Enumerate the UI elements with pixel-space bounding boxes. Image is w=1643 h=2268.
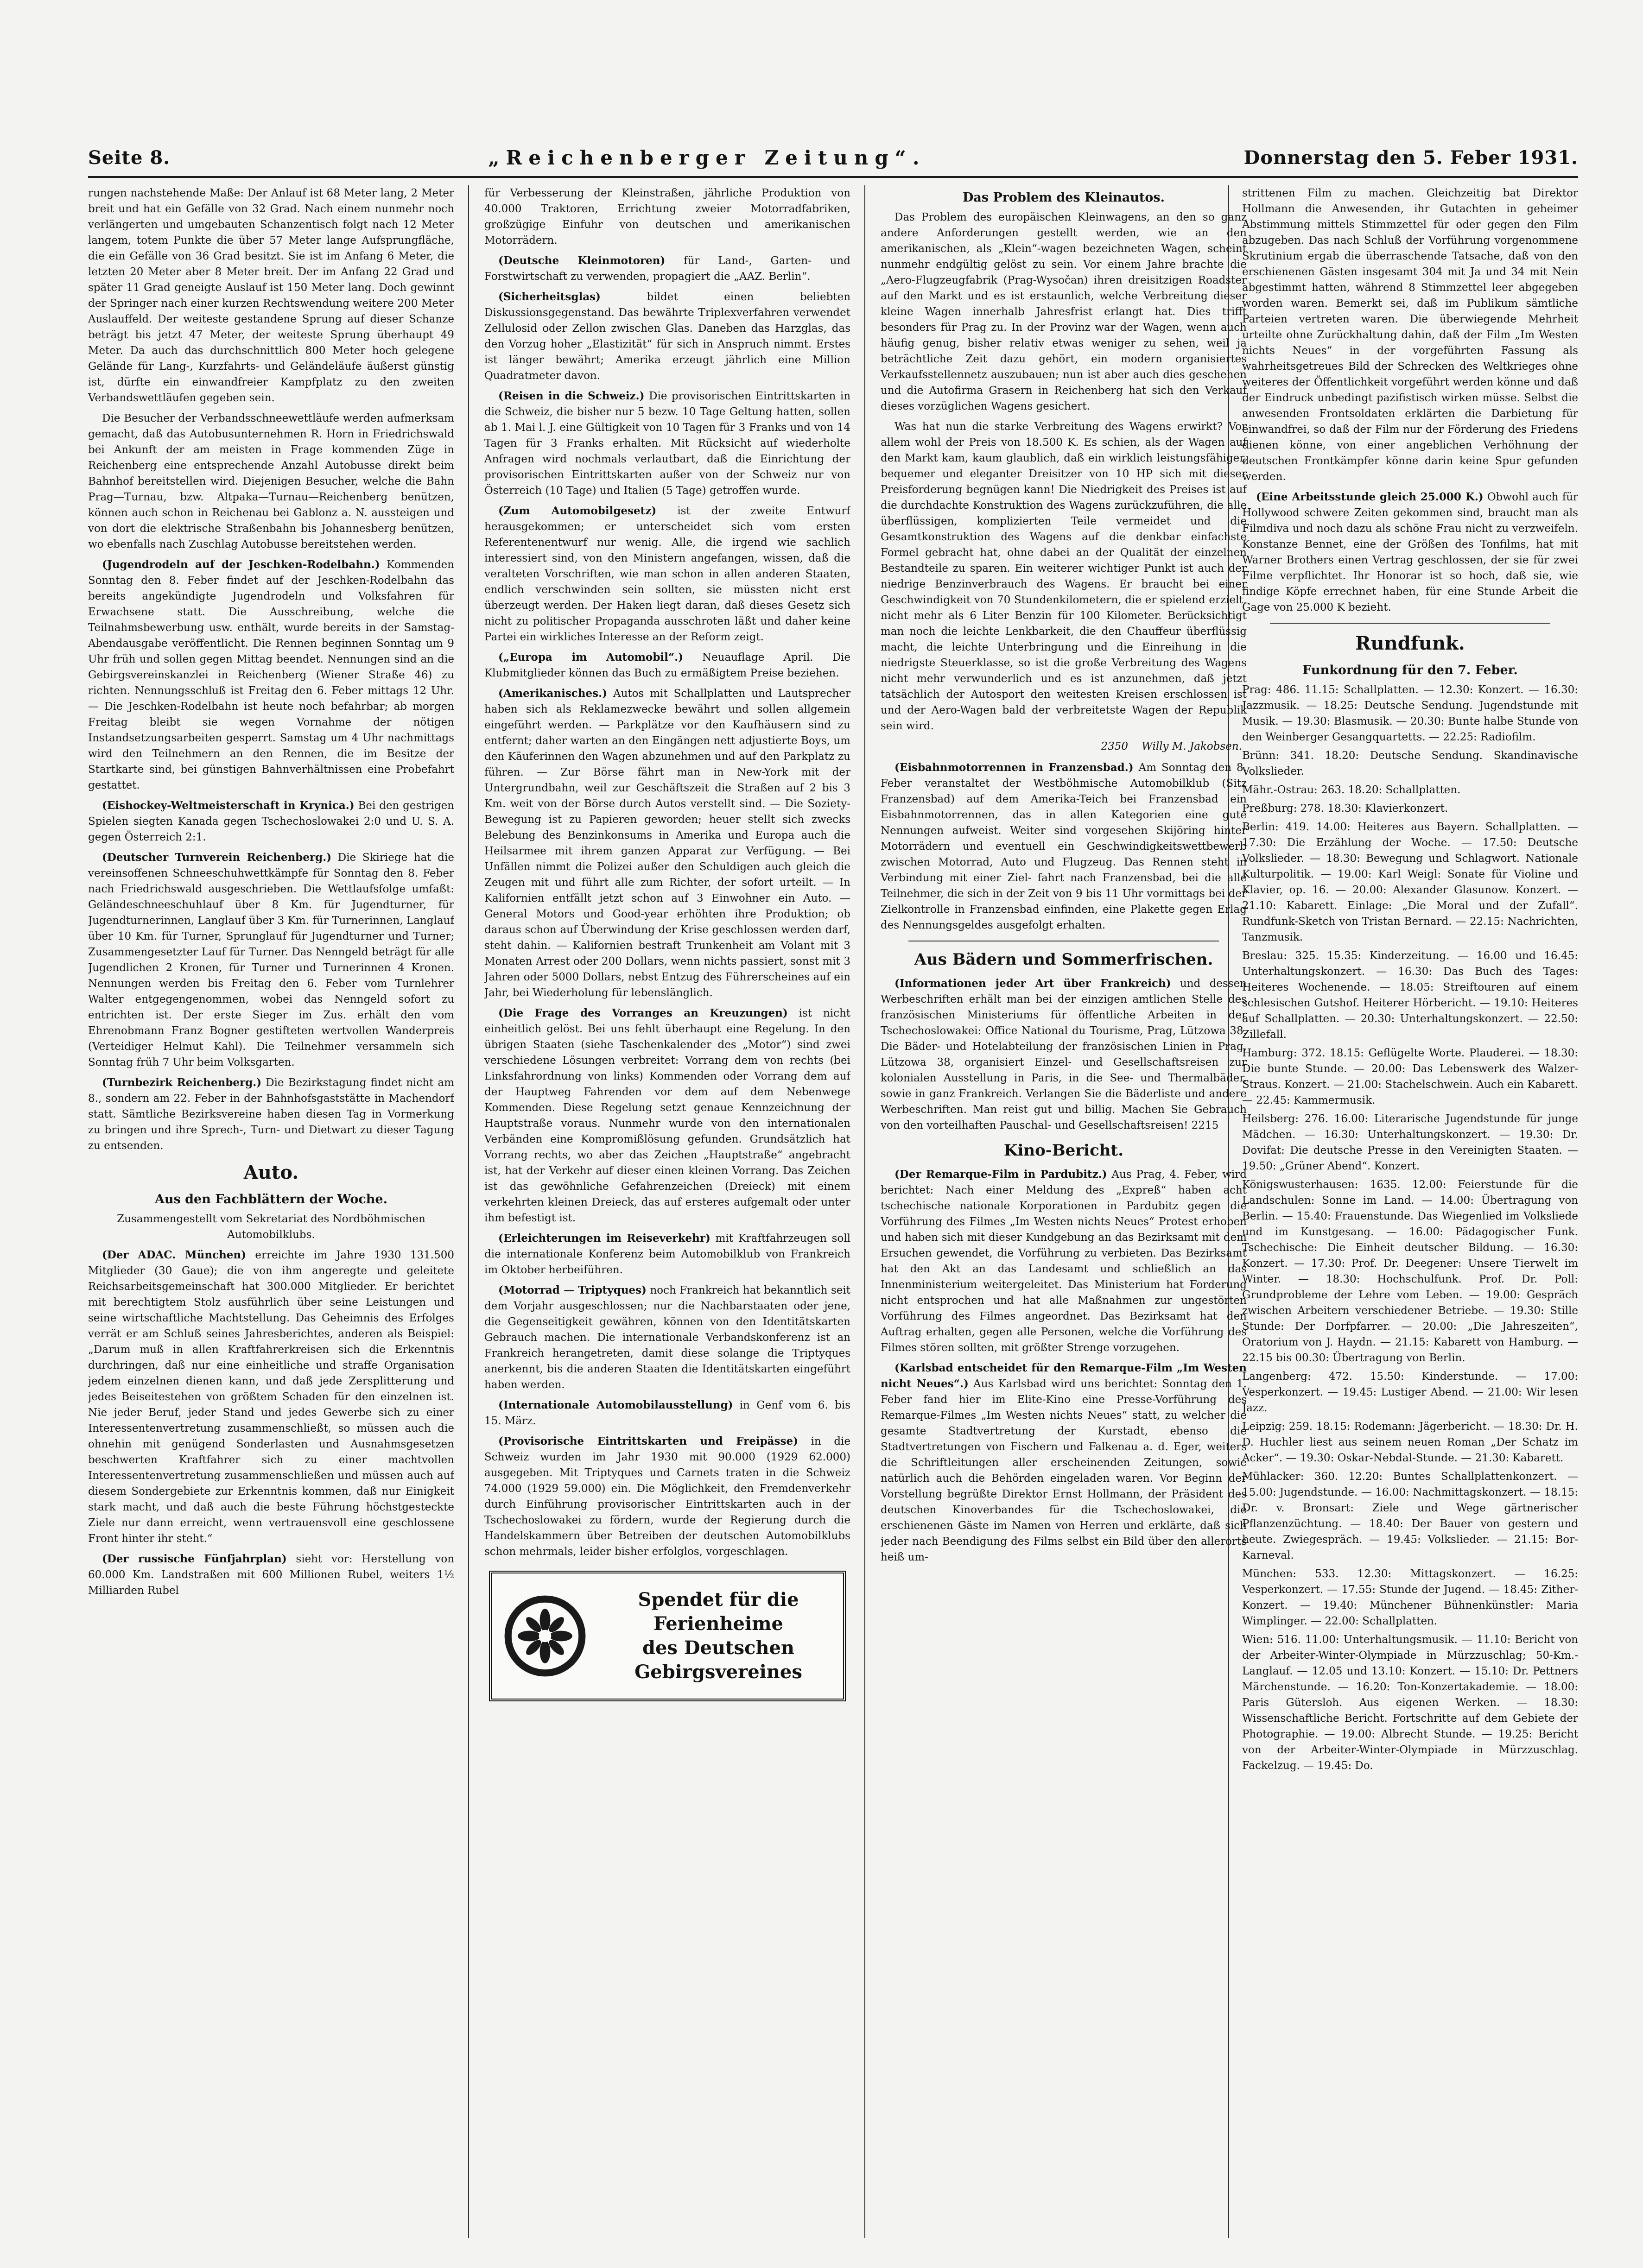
article-body: für Land-, Garten- und Forstwirtschaft zu verwenden, propagiert die „AAZ. Berlin“.: [484, 255, 850, 283]
radio-station-entry: Breslau: 325. 15.35: Kinderzeitung. — 16.00 und 16.45: Unterhaltungskonzert. — 16.30: Das Buch des Tages: Heiteres Wochenende. — 18.05: Streiftouren auf einem schlesischen Gutshof. Heiterer Hörbericht. — 19.10: Heiteres auf Schallplatten. — 20.30: Unterhaltungskonzert. — 22.50: Zillefall.: [1242, 950, 1578, 1041]
article-body: Die Skiriege hat die vereinsoffenen Schneeschuhwettkämpfe für Sonntag den 8. Feber nach Friedrichswald ausgeschrieben. Die Wettlaufsfolge umfaßt: Geländeschneeschuhlauf über 8 Km. für Jugendturner, für Jugendturnerinnen, Langlauf über 3 Km. für Turnerinnen, Langlauf über 10 Km. für Turner, Sprunglauf für Jugendturner und Turner; Zusammengesetzter Lauf für Turner. Das Nenngeld beträgt für alle Jugendlichen 2 Kronen, für Turner und Turnerinnen 4 Kronen. Nennungen werden bis Freitag den 6. Feber vom Turnlehrer Walter entgegengenommen, wobei das Nenngeld sofort zu entrichten ist. Der erste Sieger im Zus. erhält den vom Ehrenobmann Franz Bogner gestifteten wertvollen Wanderpreis (Verteidiger Helmut Kahl). Die Teilnehmer versammeln sich Sonntag früh 7 Uhr beim Volksgarten.: [88, 852, 454, 1068]
advertisement-text: [603, 1588, 834, 1684]
subsection-title: Aus den Fachblättern der Woche.: [155, 1192, 387, 1207]
radio-station-entry: Wien: 516. 11.00: Unterhaltungsmusik. — 11.10: Bericht von der Arbeiter-Winter-Olympiade in Mürzzuschlag; 50-Km.-Langlauf. — 12.05 und 13.10: Konzert. — 15.10: Dr. Pettners Märchenstunde. — 16.20: Ton-Konzertakademie. — 18.00: Paris Gütersloh. Aus eigenen Werken. — 18.30: Wissenschaftliche Bericht. Fortschritte auf dem Gebiete der Photographie. — 19.00: Albrecht Stunde. — 19.25: Bericht von der Arbeiter-Winter-Olympiade in Mürzzuschlag. Fackelzug. — 19.45: Do.: [1242, 1634, 1578, 1772]
article-lead: (Karlsbad entscheidet für den Remarque-Film „Im Westen nicht Neues“.): [881, 1362, 1247, 1390]
article-body: mit Kraftfahrzeugen soll die internationale Konferenz beim Automobilklub von Frankreich im Oktober herbeiführen.: [484, 1232, 850, 1276]
article-lead: (Der russische Fünfjahrplan): [102, 1553, 287, 1565]
article-body: bildet einen beliebten Diskussionsgegenstand. Das bewährte Triplexverfahren verwendet Zellulosid oder Zellon zwischen Glas. Daneben das Harzglas, das den Vorzug hoher „Elastizität“ für sich in Anspruch nimmt. Erstes ist länger bewährt; Amerika erzeugt jährlich eine Million Quadratmeter davon.: [484, 291, 850, 382]
article-lead: („Europa im Automobil“.): [498, 651, 684, 663]
article-lead: (Deutscher Turnverein Reichenberg.): [102, 851, 332, 864]
article-body: Kommenden Sonntag den 8. Feber findet auf der Jeschken-Rodelbahn das bereits angekündigte Jugendrodeln und Volksfahren für Erwachsene statt. Die Ausschreibung, welche die Teilnahmsbewerbung usw. enthält, wurde bereits in der Samstag-Abendausgabe veröffentlicht. Die Rennen beginnen Sonntag um 9 Uhr früh und sollen gegen Mittag beendet. Nennungen sind an die Gebirgsvereinskanzlei in Reichenberg (Wiener Straße 46) zu richten. Nennungsschluß ist Freitag den 6. Feber mittags 12 Uhr. — Die Jeschken-Rodelbahn ist heute noch befahrbar; ab morgen Freitag bleibt sie wegen Vornahme der nötigen Instandsetzungsarbeiten gesperrt. Samstag um 4 Uhr nachmittags wird den Teilnehmern an den Rennen, die im Besitze der Startkarte sind, bei günstigen Bahnverhältnissen eine Probefahrt gestattet.: [88, 559, 454, 791]
article-body: Aus Karlsbad wird uns berichtet: Sonntag den 1. Feber fand hier im Elite-Kino eine Presse-Vorführung des Remarque-Filmes „Im Westen nichts Neues“ statt, zu welcher die gesamte Stadtvertretung der Kurstadt, ebenso die Stadtvertretungen von Fischern und Falkenau a. d. Eger, weiters die Schriftleitungen aller erscheinenden Zeitungen, sowie natürlich auch die Behörden eingeladen waren. Vor Beginn der Vorstellung begrüßte Direktor Ernst Hollmann, der Präsident des deutschen Kinoverbandes für die Tschechoslowakei, die erschienenen Gäste im Namen von Herren und erklärte, daß sich jeder nach Beendigung des Films selbst ein Bild über den allerorts heiß um-: [881, 1378, 1247, 1563]
radio-schedule-title: Funkordnung für den 7. Feber.: [1302, 663, 1518, 677]
column-3: [881, 185, 1247, 2238]
ad-line: des Deutschen: [642, 1637, 795, 1659]
article-lead: (Eisbahnmotorrennen in Franzensbad.): [894, 761, 1134, 774]
section-title-baeder: Aus Bädern und Sommerfrischen.: [914, 950, 1213, 969]
article-lead: (Sicherheitsglas): [498, 291, 601, 303]
article-body: sieht vor: Herstellung von 60.000 Km. Landstraßen mit 600 Millionen Rubel, weiters 1½ Milliarden Rubel: [88, 1553, 454, 1597]
article-body: noch Frankreich hat bekanntlich seit dem Vorjahr ausgeschlossen; nur die Nachbarstaaten oder jene, die Gegenseitigkeit gewähren, können von den Identitätskarten Gebrauch machen. Die internationale Verbandskonferenz ist an Frankreich herangetreten, damit diese solange die Triptyques anerkennt, bis die anderen Staaten die Identitätskarten eingeführt haben werden.: [484, 1284, 850, 1391]
article-signature: [881, 739, 1242, 754]
article-body: Bei den gestrigen Spielen siegten Kanada gegen Tschechoslowakei 2:0 und U. S. A. gegen Österreich 2:1.: [88, 800, 454, 843]
article-lead: (Eine Arbeitsstunde gleich 25.000 K.): [1256, 491, 1484, 503]
article-title: Das Problem des Kleinautos.: [963, 190, 1165, 205]
article-paragraph: rungen nachstehende Maße: Der Anlauf ist 68 Meter lang, 2 Meter breit und hat ein Gefälle von 32 Grad. Nach einem nunmehr noch verlängerten und umgebauten Schanzentisch folgt nach 12 Meter langem, totem Punkte die über 57 Meter lange Aufsprungfläche, die ein Gefälle von 36 Grad besitzt. Sie ist im Anfang 6 Meter, die letzten 20 Meter aber 8 Meter breit. Der im Anfang 22 Grad und später 11 Grad geneigte Auslauf ist 150 Meter lang. Doch gewinnt der Springer nach einer kurzen Rechtswendung weitere 200 Meter Auslauffeld. Der weiteste gestandene Sprung auf dieser Schanze beträgt bis jetzt 47 Meter, der weiteste Sprung überhaupt 49 Meter. Da auch das durchschnittlich 800 Meter hoch gelegene Gelände für Lang-, Kurzfahrts- und Geländeläufe äußerst günstig ist, dürfte ein einwandfreier Kampfplatz zu den zweiten Verbandswettläufen gegeben sein.: [88, 187, 454, 404]
radio-station-entry: Königswusterhausen: 1635. 12.00: Feierstunde für die Landschulen: Sonne im Land. — 14.00: Übertragung von Berlin. — 15.40: Frauenstunde. Das Wiegenlied im Volksliede und im Kunstgesang. — 16.00: Pädagogischer Funk. Tschechische: Die Einheit deutscher Bildung. — 16.30: Konzert. — 17.30: Prof. Dr. Deegener: Unsere Tierwelt im Winter. — 18.30: Hochschulfunk. Prof. Dr. Poll: Grundprobleme der Lehre vom Leben. — 19.00: Gespräch zwischen Arbeitern verschiedener Betriebe. — 19.30: Stille Stunde: Der Dorfpfarrer. — 20.00: „Die Jahreszeiten“, Oratorium von J. Haydn. — 21.15: Kabarett von Hamburg. — 22.15 bis 00.30: Übertragung von Berlin.: [1242, 1179, 1578, 1364]
column-divider: [468, 185, 469, 2238]
ad-line: Ferienheime: [653, 1613, 783, 1635]
article-lead: (Die Frage des Vorranges an Kreuzungen): [498, 1007, 788, 1019]
radio-station-entry: Brünn: 341. 18.20: Deutsche Sendung. Skandinavische Volkslieder.: [1242, 750, 1578, 777]
radio-schedule: [1242, 682, 1578, 1774]
separator: [1270, 623, 1550, 624]
column-1: [88, 185, 454, 2238]
page-header: [88, 139, 1578, 178]
page-number: Seite 8.: [88, 146, 171, 169]
article-paragraph: Das Problem des europäischen Kleinwagens, an den so ganz andere Anforderungen gestellt werden, wie an den amerikanischen, als „Klein“-wagen bezeichneten Wagen, scheint nunmehr endgültig gelöst zu sein. Vor einem Jahre brachte die „Aero-Flugzeugfabrik (Prag-Wysočan) ihren dreisitzigen Roadster auf den Markt und es ist erstaunlich, welche Verbreitung dieser kleine Wagen innerhalb Jahresfrist erlangt hat. Dies trifft besonders für Prag zu. In der Provinz war der Wagen, wenn auch häufig genug, bisher relativ etwas weniger zu sehen, weil ja beträchtliche Zeit dazu gehört, ein modern organisiertes Verkaufsstellennetz auszubauen; nun ist aber auch dies geschehen und die Autofirma Grasern in Reichenberg hat sich den Verkauf dieses vorzüglichen Wagens gesichert.: [881, 211, 1247, 412]
radio-station-entry: Heilsberg: 276. 16.00: Literarische Jugendstunde für junge Mädchen. — 16.30: Unterhaltungskonzert. — 19.30: Dr. Dovifat: Die deutsche Presse in den Vereinigten Staaten. — 19.50: „Grüner Abend“. Konzert.: [1242, 1113, 1578, 1172]
ad-code: 2350: [1101, 740, 1128, 752]
article-paragraph: strittenen Film zu machen. Gleichzeitig bat Direktor Hollmann die Anwesenden, ihr Gutachten in geheimer Abstimmung mittels Stimmzettel für oder gegen den Film abzugeben. Das nach Schluß der Vorführung vorgenommene Skrutinium ergab die überraschende Tatsache, daß von den erschienenen Gästen insgesamt 304 mit Ja und 34 mit Nein abgestimmt hatten, während 8 Stimmzettel leer abgegeben worden waren. Bemerkt sei, daß im Publikum sämtliche Parteien vertreten waren. Die überwiegende Mehrheit urteilte ohne Zurückhaltung dahin, daß der Film „Im Westen nichts Neues“ in der vorgeführten Fassung als wahrheitsgetreues Bild der Schrecken des Weltkrieges ohne weiteres der Öffentlichkeit vorgeführt werden könne und daß der Eindruck unbedingt pazifistisch wirken müsse. Selbst die anwesenden Frontsoldaten erklärten die Darbietung für einwandfrei, so daß der Film nur der Förderung des Friedens dienen könne, von einer angeblichen Verhöhnung der deutschen Frontkämpfer könne darin keine Spur gefunden werden.: [1242, 187, 1578, 483]
article-paragraph: für Verbesserung der Kleinstraßen, jährliche Produktion von 40.000 Traktoren, Errichtung zweier Motorradfabriken, großzügige Einfuhr von deutschen und amerikanischen Motorrädern.: [484, 187, 850, 246]
section-title-kino: Kino-Bericht.: [1003, 1141, 1124, 1160]
radio-station-entry: Prag: 486. 11.15: Schallplatten. — 12.30: Konzert. — 16.30: Jazzmusik. — 18.25: Deutsche Sendung. Jugendstunde mit Musik. — 19.30: Blasmusik. — 20.30: Bunte halbe Stunde von den Weinberger Gesangquartetts. — 22.25: Radiofilm.: [1242, 684, 1578, 743]
article-body: ist nicht einheitlich gelöst. Bei uns fehlt überhaupt eine Regelung. In den übrigen Staaten (siehe Taschenkalender des „Motor“) sind zwei verschiedene Lösungen verbreitet: Vorrang dem von rechts (bei Linksfahrordnung von links) Kommenden oder Vorrang dem auf der Hauptweg Fahrenden vor dem auf dem Nebenwege Kommenden. Diese Regelung setzt genaue Kennzeichnung der Hauptstraße voraus. Nunmehr wurde von den internationalen Verbänden eine Kompromißlösung gefunden. Grundsätzlich hat Vorrang rechts, wo aber das Zeichen „Hauptstraße“ angebracht ist, hat der Verkehr auf dieser einen kleinen Vorrang. Das Zeichen ist das gewöhnliche Gefahrenzeichen (Dreieck) mit einem verkehrten kleinen Dreieck, das auf ersteres aufgemalt oder unter ihm befestigt ist.: [484, 1007, 850, 1224]
section-title-rundfunk: Rundfunk.: [1355, 632, 1465, 654]
article-paragraph: Die Besucher der Verbandsschneewettläufe werden aufmerksam gemacht, daß das Autobusunternehmen R. Horn in Friedrichswald bei Ankunft der am meisten in Frage kommenden Züge in Reichenberg eine entsprechende Anzahl Autobusse direkt beim Bahnhof bereitstellen wird. Diejenigen Besucher, welche die Bahn Prag—Turnau, bzw. Altpaka—Turnau—Reichenberg benützen, können auch schon in Reichenau bei Gablonz a. N. aussteigen und von dort die elektrische Straßenbahn bis Johannesberg benützen, wo ebenfalls nach Zuschlag Autobusse bereitstehen werden.: [88, 412, 454, 550]
article-lead: (Der Remarque-Film in Pardubitz.): [894, 1168, 1107, 1181]
article-body: Am Sonntag den 8. Feber veranstaltet der Westböhmische Automobilklub (Sitz Franzensbad) auf dem Amerika-Teich bei Franzensbad ein Eisbahnmotorrennen, das in allen Kategorien eine gute Nennungen aufweist. Weiter sind vorgesehen Skijöring hinter Motorrädern und eventuell ein Geschwindigkeitswettbewerb zwischen Motorrad, Auto und Flugzeug. Das Rennen steht in Verbindung mit einer Ziel- fahrt nach Franzensbad, bei die alle Teilnehmer, die sich in der Zeit von 9 bis 11 Uhr vormittags bei der Zielkontrolle in Franzensbad einfinden, eine Plakette gegen Erlag des Nennungsgeldes ausgefolgt erhalten.: [881, 762, 1247, 931]
edelweiss-emblem-icon: [501, 1592, 589, 1680]
issue-date: Donnerstag den 5. Feber 1931.: [1243, 146, 1578, 169]
article-body: in Genf vom 6. bis 15. März.: [484, 1399, 850, 1427]
article-lead: (Eishockey-Weltmeisterschaft in Krynica.): [102, 799, 355, 812]
article-body: und dessen Werbeschriften erhält man bei der einzigen amtlichen Stelle des französischen Ministeriums für öffentliche Arbeiten in der Tschechoslowakei: Office National du Tourisme, Prag, Lützowa 38. Die Bäder- und Hotelabteilung der französischen Linien in Prag, Lützowa 38, organisiert Einzel- und Gesellschaftsreisen zur kolonialen Ausstellung in Paris, in die See- und Thermalbäder, sowie in ganz Frankreich. Verlangen Sie die Bäderliste und andere Werbeschriften. Man reist gut und billig. Machen Sie Gebrauch von den vorteilhaften Pauschal- und Gesellschaftsreisen! 2215: [881, 978, 1247, 1131]
article-body: Neuauflage April. Die Klubmitglieder können das Buch zu ermäßigtem Preise beziehen.: [484, 651, 850, 679]
article-lead: (Internationale Automobilausstellung): [498, 1399, 733, 1411]
article-lead: (Der ADAC. München): [102, 1249, 247, 1261]
ad-line: Gebirgsvereines: [634, 1661, 802, 1683]
radio-station-entry: Leipzig: 259. 18.15: Rodemann: Jägerbericht. — 18.30: Dr. H. D. Huchler liest aus seinem neuen Roman „Der Schatz im Acker“. — 19.30: Oskar-Nebdal-Stunde. — 21.30: Kabarett.: [1242, 1421, 1578, 1464]
article-body: Die Bezirkstagung findet nicht am 8., sondern am 22. Feber in der Bahnhofsgaststätte in Machendorf statt. Sämtliche Bezirksvereine haben diesen Tag in Vormerkung zu bringen und ihre Sprech-, Turn- und Dietwart zu dieser Tagung zu entsenden.: [88, 1077, 454, 1152]
article-lead: (Reisen in die Schweiz.): [498, 390, 645, 402]
advertisement-box: [489, 1571, 846, 1701]
article-body: Obwohl auch für Hollywood schwere Zeiten gekommen sind, braucht man als Filmdiva und noch dazu als schöne Frau nicht zu verzweifeln. Konstanze Bennet, eine der Größen des Tonfilms, hat mit Warner Brothers einen Vertrag geschlossen, der sie für zwei Filme verpflichtet. Ihr Honorar ist so hoch, daß sie, wie findige Köpfe errechnet haben, für eine Stunde Arbeit die Gage von 25.000 K bezieht.: [1242, 491, 1578, 613]
article-lead: (Deutsche Kleinmotoren): [498, 254, 666, 267]
article-body: Die provisorischen Eintrittskarten in die Schweiz, die bisher nur 5 bezw. 10 Tage Geltung hatten, sollen ab 1. Mai l. J. eine Gültigkeit von 10 Tagen für 3 Franks und von 14 Tagen für 3 Franks erhalten. Mit Rücksicht auf wiederholte Anfragen wird nochmals verlautbart, daß die Einrichtung der provisorischen Eintrittskarten außer von der Schweiz nur von Österreich (10 Tage) und Italien (5 Tage) getroffen wurde.: [484, 390, 850, 497]
article-lead: (Provisorische Eintrittskarten und Freipässe): [498, 1435, 798, 1447]
article-lead: (Amerikanisches.): [498, 687, 607, 700]
radio-station-entry: Hamburg: 372. 18.15: Geflügelte Worte. Plauderei. — 18.30: Die bunte Stunde. — 20.00: Das Lebenswerk des Walzer-Straus. Konzert. — 21.00: Stachelschwein. Auch ein Kabarett. — 22.45: Kammermusik.: [1242, 1047, 1578, 1106]
section-title-auto: Auto.: [243, 1162, 299, 1183]
masthead: „Reichenberger Zeitung“.: [488, 146, 926, 169]
article-body: ist der zweite Entwurf herausgekommen; er unterscheidet sich vom ersten Referentenentwurf nur wenig. Alle, die irgend wie sachlich interessiert sind, von den Ministern angefangen, wissen, daß die veralteten Vorschriften, wie man schon in allen anderen Staaten, endlich verschwinden sein sollten, sie müssten nicht erst überzeugt werden. Der Haken liegt daran, daß dieses Gesetz sich nicht zu politischer Propaganda ausschroten läßt und daher keine Partei ein wirkliches Interesse an der Reform zeigt.: [484, 505, 850, 643]
radio-station-entry: Berlin: 419. 14.00: Heiteres aus Bayern. Schallplatten. — 17.30: Die Erzählung der Woche. — 17.50: Deutsche Volkslieder. — 18.30: Bewegung und Schlagwort. Nationale Kulturpolitik. — 19.00: Karl Weigl: Sonate für Violine und Klavier, op. 16. — 20.00: Alexander Glasunow. Konzert. — 21.10: Kabarett. Einlage: „Die Moral und der Zufall“. Rundfunk-Sketch von Tristan Bernard. — 22.15: Nachrichten, Tanzmusik.: [1242, 821, 1578, 943]
radio-station-entry: Mähr.-Ostrau: 263. 18.20: Schallplatten.: [1242, 784, 1461, 796]
radio-station-entry: Mühlacker: 360. 12.20: Buntes Schallplattenkonzert. — 15.00: Jugendstunde. — 16.00: Nachmittagskonzert. — 18.15: Dr. v. Bronsart: Ziele und Wege gärtnerischer Pflanzenzüchtung. — 18.40: Der Bauer von gestern und heute. Zwiegespräch. — 19.45: Volkslieder. — 21.15: Bor-Karneval.: [1242, 1471, 1578, 1561]
author-name: Willy M. Jakobsen.: [1142, 740, 1242, 752]
article-lead: (Erleichterungen im Reiseverkehr): [498, 1232, 710, 1245]
column-2: [484, 185, 850, 2238]
radio-station-entry: Langenberg: 472. 15.50: Kinderstunde. — 17.00: Vesperkonzert. — 19.45: Lustiger Abend. — 21.00: Wir lesen Jazz.: [1242, 1371, 1578, 1414]
column-4: [1242, 185, 1578, 2238]
radio-station-entry: München: 533. 12.30: Mittagskonzert. — 16.25: Vesperkonzert. — 17.55: Stunde der Jugend. — 18.45: Zither-Konzert. — 19.40: Münchener Bühnenkünstler: Maria Wimplinger. — 22.00: Schallplatten.: [1242, 1568, 1578, 1627]
article-paragraph: Was hat nun die starke Verbreitung des Wagens erwirkt? Vor allem wohl der Preis von 18.500 K. Es schien, als der Wagen auf den Markt kam, kaum glaublich, daß ein wirklich leistungsfähiger, bequemer und eleganter Dreisitzer von 10 HP sich mit dieser Preisforderung begnügen kann! Die Niedrigkeit des Preises ist auf die durchdachte Konstruktion des Wagens zurückzuführen, die alle überflüssigen, komplizierten Teile vermeidet und die Gesamtkonstruktion des Wagens auf die denkbar einfachste Formel gebracht hat, ohne dabei an der Qualität der einzelnen Bestandteile zu sparen. Ein weiterer wichtiger Punkt ist auch der niedrige Benzinverbrauch des Wagens. Er braucht bei einer Geschwindigkeit von 70 Stundenkilometern, die er spielend erzielt, nicht mehr als 6 Liter Benzin für 100 Kilometer. Berücksichtigt man noch die leichte Lenkbarkeit, die den Chauffeur überflüssig macht, die leichte Unterbringung und die Einreihung in die niedrigste Steuerklasse, so ist die große Verbreitung des Wagens nicht mehr verwunderlich und es ist anzunehmen, daß jetzt tatsächlich der Autosport den weitesten Kreisen erschlossen ist und der Aero-Wagen bald der verbreitetste Wagen der Republik sein wird.: [881, 421, 1247, 732]
article-body: erreichte im Jahre 1930 131.500 Mitglieder (30 Gaue); die von ihm angeregte und geleitete Reichsarbeitsgemeinschaft hat 300.000 Mitglieder. Er berichtet mit berechtigtem Stolz ausführlich über seine Leistungen und seine wirtschaftliche Machtstellung. Das Geheimnis des Erfolges verrät er am Schluß seines Jahresberichtes, anderen als Beispiel: „Darum muß in allen Kraftfahrerkreisen sich die Erkenntnis durchringen, daß nur eine einheitliche und straffe Organisation jedem einzelnen dienen kann, und daß jede Zersplitterung und jedes Beiseitestehen von größtem Schaden für den einzelnen ist. Nie jeder Beruf, jeder Stand und jedes Gewerbe sich zu einer Interessentenvertretung zusammenschließt, so müssen auch die ohnehin mit genügend Sonderlasten und Ausnahmsgesetzen beschwerten Kraftfahrer sich zu einer machtvollen Interessentenvertretung zusammenschließen und müssen auch auf diesem Sondergebiete zur Erkenntnis kommen, daß nur Einigkeit stark macht, und daß auch die beste Führung höchstgesteckte Ziele nur dann erreicht, wenn vertrauensvoll eine geschlossene Front hinter ihr steht.“: [88, 1249, 454, 1545]
article-body: Autos mit Schallplatten und Lautsprecher haben sich als Reklamezwecke bewährt und sollen allgemein eingeführt werden. — Parkplätze vor den Kaufhäusern sind zu entfernt; daher warten an den Eingängen nett adjustierte Boys, um den Käuferinnen den Wagen abzunehmen und auf den Parkplatz zu führen. — Zur Börse fährt man in New-York mit der Untergrundbahn, weil zur Geschäftszeit die Straßen auf 2 bis 3 Km. weit von der Börse durch Autos verstellt sind. — Die Soziety-Bewegung ist zu Papieren geworden; heuer stellt sich zwecks Belebung des Benzinkonsums in Amerika und Europa auch die Heilsarmee mit ihrem ganzen Apparat zur Verfügung. — Bei Unfällen nimmt die Polizei außer den Schuldigen auch gleich die Zeugen mit und führt alle zum Richter, der sofort urteilt. — In Kalifornien entfällt jetzt schon auf 3 Einwohner ein Auto. — General Motors und Good-year erhöhten ihre Produktion; ob daraus schon auf Überwindung der Krise geschlossen werden darf, steht dahin. — Kalifornien bestraft Trunkenheit am Volant mit 3 Monaten Arrest oder 200 Dollars, wenn nichts passiert, sonst mit 3 Jahren oder 5000 Dollars, nebst Entzug des Führerscheines auf ein Jahr, bei Wiederholung für lebenslänglich.: [484, 688, 850, 999]
article-body: in die Schweiz wurden im Jahr 1930 mit 90.000 (1929 62.000) ausgegeben. Mit Triptyques und Carnets traten in die Schweiz 74.000 (1929 59.000) ein. Die Möglichkeit, den Fremdenverkehr durch Einführung provisorischer Eintrittskarten auch in der Tschechoslowakei zu fördern, wurde der Regierung durch die Handelskammern über Betreiben der deutschen Automobilklubs schon mehrmals, leider bisher erfolglos, vorgeschlagen.: [484, 1435, 850, 1558]
ad-line: Spendet für die: [638, 1589, 799, 1611]
article-lead: (Informationen jeder Art über Frankreich): [894, 977, 1171, 990]
radio-station-entry: Preßburg: 278. 18.30: Klavierkonzert.: [1242, 802, 1448, 815]
article-lead: (Zum Automobilgesetz): [498, 505, 657, 517]
subsection-note: Zusammengestellt vom Sekretariat des Nordböhmischen Automobilklubs.: [117, 1213, 425, 1241]
article-lead: (Jugendrodeln auf der Jeschken-Rodelbahn.): [102, 558, 380, 571]
column-divider: [864, 185, 865, 2238]
article-body: Aus Prag, 4. Feber, wird berichtet: Nach einer Meldung des „Expreß“ haben acht tschechische nationale Korporationen in Pardubitz gegen die Vorführung des Filmes „Im Westen nichts Neues“ Protest erhoben und haben sich mit dieser Kundgebung an das Bezirksamt mit dem Ersuchen gewendet, die Vorführung zu verbieten. Das Bezirksamt hat den Akt an das Landesamt und schließlich an das Innenministerium weitergeleitet. Das Ministerium hat Forderung nicht entsprochen und hat alle Maßnahmen zur ungestörten Vorführung des Filmes angeordnet. Das Bezirksamt hat den Auftrag erhalten, gegen alle Personen, welche die Vorführung des Filmes stören sollten, mit größter Strenge vorzugehen.: [881, 1169, 1247, 1354]
article-lead: (Turnbezirk Reichenberg.): [102, 1076, 262, 1089]
article-lead: (Motorrad — Triptyques): [498, 1284, 647, 1296]
